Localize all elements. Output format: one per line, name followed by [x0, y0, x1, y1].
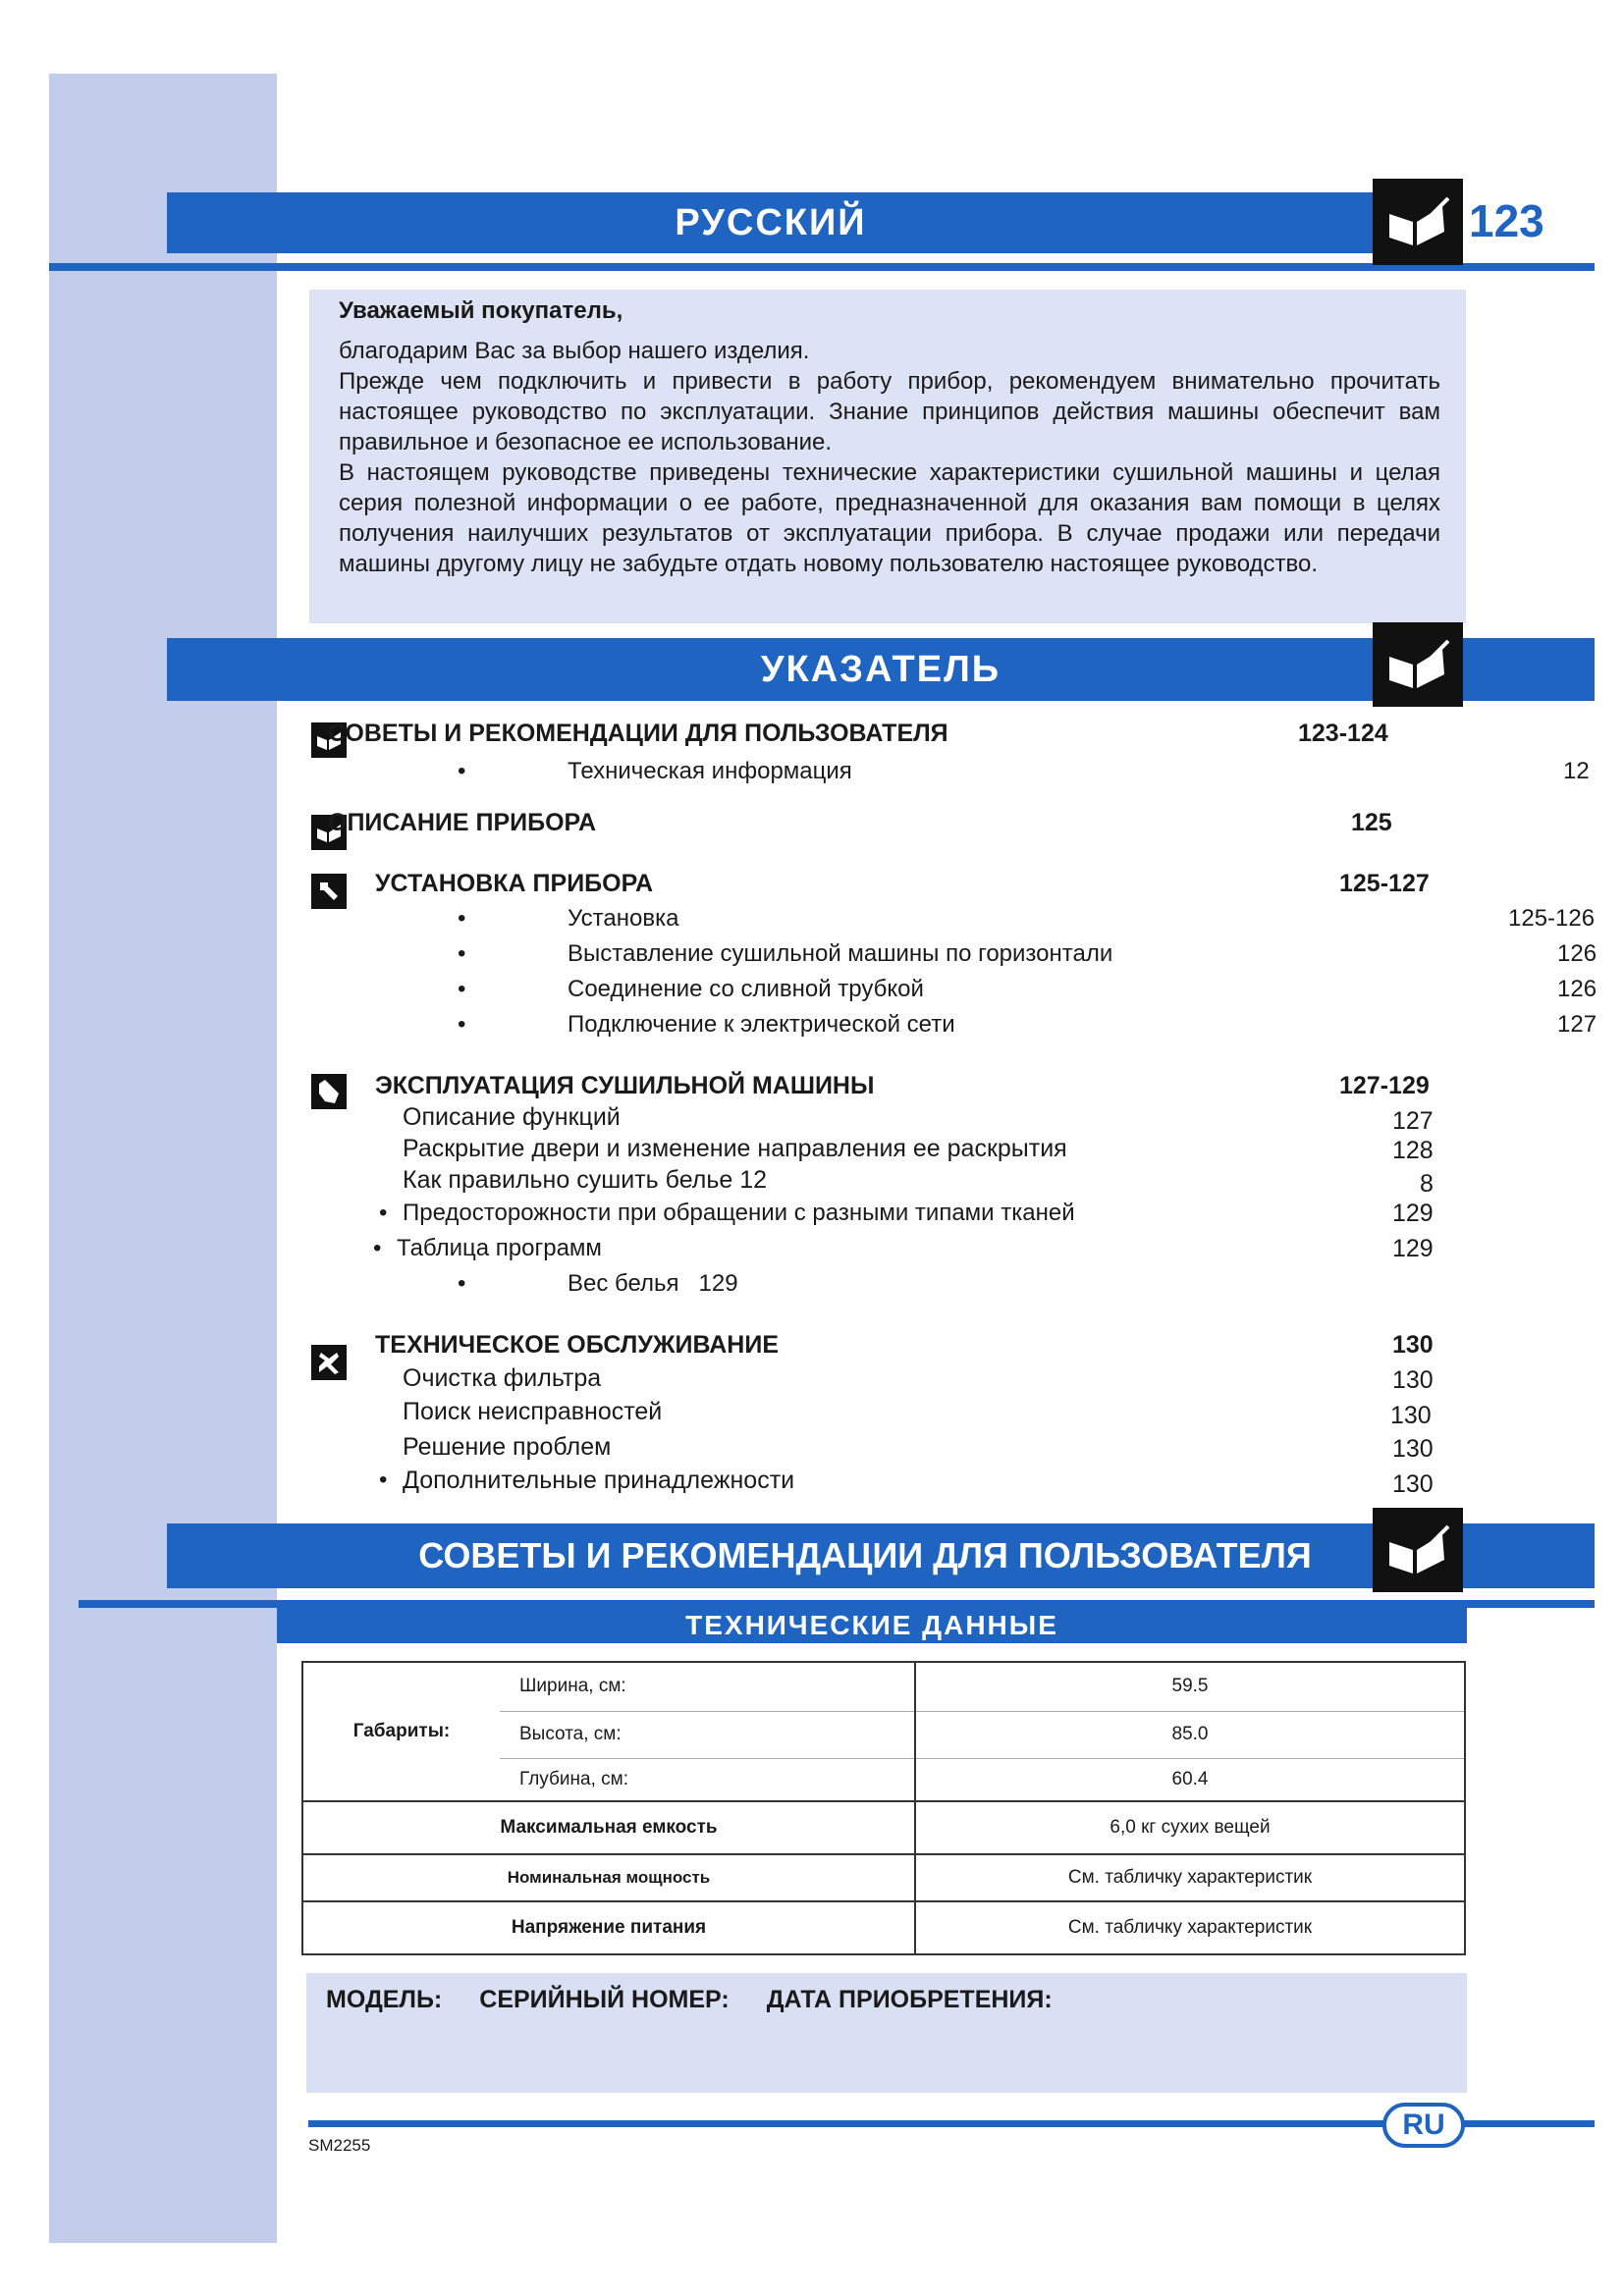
toc-item-page: 126 — [1557, 976, 1597, 1002]
toc-section-pages: 127-129 — [1339, 1072, 1430, 1099]
date-label: ДАТА ПРИОБРЕТЕНИЯ: — [766, 1986, 1053, 2013]
toc-section-pages: 130 — [1392, 1331, 1434, 1359]
toc-item-label: Предосторожности при обращении с разными типами тканей — [403, 1200, 1075, 1226]
spec-label-cell — [302, 1854, 915, 1901]
toc-item-label: Дополнительные принадлежности — [403, 1467, 795, 1494]
language-badge-text: RU — [1402, 2109, 1445, 2141]
wrench-icon — [311, 874, 347, 909]
document-code: SM2255 — [308, 2136, 371, 2155]
tech-title-bar — [277, 1608, 1467, 1643]
hand-icon — [311, 1074, 347, 1109]
toc-item-label: Поиск неисправностей — [403, 1398, 663, 1425]
toc-item-page: 129 — [1392, 1200, 1434, 1227]
header-underline — [49, 263, 1595, 271]
toc-item-page: 130 — [1392, 1435, 1434, 1463]
toc-section-title: ЭКСПЛУАТАЦИЯ СУШИЛЬНОЙ МАШИНЫ — [375, 1072, 875, 1099]
toc-item-page: 130 — [1392, 1366, 1434, 1394]
spec-value-cell — [915, 1711, 1465, 1758]
book-icon — [1373, 179, 1463, 265]
language-title-bar — [167, 192, 1375, 253]
height-label: Высота, см: — [519, 1724, 622, 1744]
language-badge — [1382, 2103, 1465, 2148]
bullet: • — [379, 1200, 388, 1226]
spec-value-cell — [915, 1662, 1465, 1711]
toc-section-pages: 125-127 — [1339, 870, 1430, 897]
toc-item-page: 8 — [1420, 1170, 1434, 1198]
serial-label: СЕРИЙНЫЙ НОМЕР: — [479, 1986, 730, 2013]
book-icon — [1373, 622, 1463, 707]
toc-item-label: Установка — [568, 905, 679, 932]
toc-item-label: Соединение со сливной трубкой — [568, 976, 924, 1002]
toc-item-page: 126 — [1557, 940, 1597, 967]
capacity-value: 6,0 кг сухих вещей — [1110, 1817, 1271, 1838]
bullet: • — [379, 1467, 388, 1493]
spec-label-cell — [302, 1801, 915, 1854]
toc-section-pages: 125 — [1351, 809, 1392, 836]
spec-value-cell — [915, 1854, 1465, 1901]
intro-paragraph: благодарим Вас за выбор нашего изделия. — [339, 338, 810, 364]
toc-section-title: СОВЕТЫ И РЕКОМЕНДАЦИИ ДЛЯ ПОЛЬЗОВАТЕЛЯ — [328, 720, 948, 747]
spec-label-cell — [302, 1901, 915, 1954]
sidebar-band — [49, 74, 277, 2243]
serial-field — [479, 1983, 766, 2014]
toc-item-label: Выставление сушильной машины по горизонтали — [568, 940, 1113, 967]
power-value: См. табличку характеристик — [1067, 1867, 1313, 1888]
page-number-box — [1463, 185, 1595, 257]
toc-item-label: Вес белья 129 — [568, 1270, 738, 1297]
bullet: • — [458, 1270, 466, 1297]
toc-item-page: 127 — [1557, 1011, 1597, 1038]
voltage-label: Напряжение питания — [511, 1917, 707, 1938]
tech-title: ТЕХНИЧЕСКИЕ ДАННЫЕ — [685, 1610, 1058, 1640]
depth-label: Глубина, см: — [519, 1768, 628, 1789]
bullet: • — [458, 976, 466, 1002]
book-icon — [1373, 1508, 1463, 1592]
width-label: Ширина, см: — [519, 1676, 626, 1697]
bullet: • — [458, 1011, 466, 1038]
bullet: • — [458, 758, 466, 784]
height-value: 85.0 — [1171, 1724, 1209, 1744]
toc-item-page: 129 — [1392, 1235, 1434, 1262]
toc-item-page: 128 — [1392, 1137, 1434, 1164]
toc-item-page: 130 — [1390, 1402, 1432, 1429]
spec-table — [301, 1661, 1466, 1955]
toc-item-label: Техническая информация — [568, 758, 852, 784]
voltage-value: См. табличку характеристик — [1067, 1917, 1313, 1938]
spec-value-cell — [915, 1901, 1465, 1954]
capacity-label: Максимальная емкость — [500, 1817, 718, 1838]
toc-item-page: 127 — [1392, 1107, 1434, 1135]
toc-item-label: Описание функций — [403, 1103, 621, 1131]
intro-panel — [309, 290, 1466, 623]
toc-item-label: Очистка фильтра — [403, 1364, 602, 1392]
bullet: • — [458, 940, 466, 967]
intro-greeting: Уважаемый покупатель, — [339, 297, 623, 324]
spec-label-cell — [500, 1662, 915, 1711]
tools-icon — [311, 1345, 347, 1380]
page-number: 123 — [1469, 195, 1544, 246]
toc-item-label: Таблица программ — [397, 1235, 602, 1261]
toc-item-page: 12 — [1563, 758, 1590, 784]
power-label: Номинальная мощность — [507, 1868, 711, 1887]
intro-paragraph: В настоящем руководстве приведены технические характеристики сушильной машины и целая серия полезной информации о ее работе, предназначенной для оказания вам помощи в целях получения наилучших результатов от эксплуатации прибора. В случае продажи или передачи машины другому лицу не забудьте отдать новому пользователю настоящее руководство. — [339, 459, 1440, 577]
bullet: • — [373, 1235, 382, 1261]
width-value: 59.5 — [1171, 1676, 1209, 1697]
model-label: МОДЕЛЬ: — [326, 1986, 443, 2013]
dims-label: Габариты: — [352, 1721, 451, 1741]
tips-underline — [79, 1600, 1595, 1608]
registration-panel — [306, 1973, 1467, 2093]
toc-section-title: ОПИСАНИЕ ПРИБОРА — [328, 809, 597, 836]
toc-item-label: Решение проблем — [403, 1433, 612, 1461]
bullet: • — [458, 905, 466, 932]
toc-item-label: Раскрытие двери и изменение направления ее раскрытия — [403, 1135, 1067, 1162]
toc-item-page: 130 — [1392, 1470, 1434, 1498]
toc-section-title: ТЕХНИЧЕСКОЕ ОБСЛУЖИВАНИЕ — [375, 1331, 779, 1359]
date-field — [767, 1983, 1090, 2014]
toc-section-title: УСТАНОВКА ПРИБОРА — [375, 870, 654, 897]
language-title: РУССКИЙ — [675, 202, 867, 243]
depth-value: 60.4 — [1171, 1768, 1209, 1789]
toc-section-pages: 123-124 — [1298, 720, 1388, 747]
intro-paragraph: Прежде чем подключить и привести в работу прибор, рекомендуем внимательно прочитать настоящее руководство по эксплуатации. Знание принципов действия машины обеспечит вам правильное и безопасное ее использование. — [339, 368, 1440, 455]
toc-item-label: Подключение к электрической сети — [568, 1011, 955, 1038]
tips-title: СОВЕТЫ И РЕКОМЕНДАЦИИ ДЛЯ ПОЛЬЗОВАТЕЛЯ — [418, 1535, 1312, 1575]
spec-label-cell — [500, 1758, 915, 1801]
spec-label-cell — [500, 1711, 915, 1758]
toc-title: УКАЗАТЕЛЬ — [760, 649, 1001, 690]
toc-item-page: 125-126 — [1508, 905, 1596, 932]
model-field — [326, 1983, 479, 2014]
dims-label-cell — [302, 1662, 500, 1801]
spec-value-cell — [915, 1758, 1465, 1801]
toc-item-label: Как правильно сушить белье 12 — [403, 1166, 768, 1194]
spec-value-cell — [915, 1801, 1465, 1854]
